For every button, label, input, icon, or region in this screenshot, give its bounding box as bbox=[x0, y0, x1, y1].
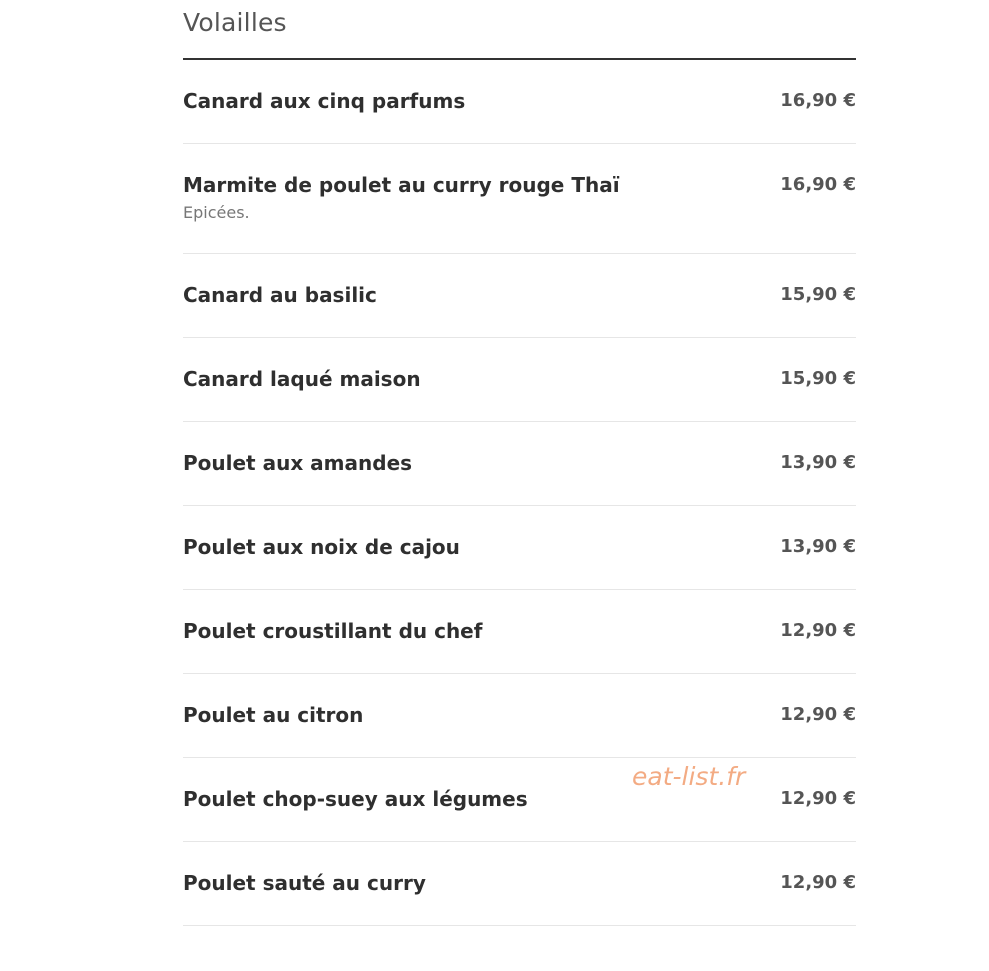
item-name: Canard au basilic bbox=[183, 283, 377, 307]
menu-item bbox=[183, 338, 856, 422]
item-price: 13,90 € bbox=[780, 536, 856, 557]
section-title: Volailles bbox=[183, 8, 287, 37]
item-name: Poulet aux amandes bbox=[183, 451, 413, 475]
item-price: 15,90 € bbox=[780, 284, 856, 305]
item-name: Poulet croustillant du chef bbox=[183, 619, 483, 643]
menu-list bbox=[183, 60, 856, 926]
item-description: Epicées. bbox=[183, 203, 250, 222]
menu-item bbox=[183, 144, 856, 254]
item-name: Poulet au citron bbox=[183, 703, 364, 727]
menu-section bbox=[183, 0, 856, 926]
menu-item bbox=[183, 422, 856, 506]
menu-item bbox=[183, 590, 856, 674]
item-price: 12,90 € bbox=[780, 620, 856, 641]
item-price: 16,90 € bbox=[780, 90, 856, 111]
item-name: Poulet aux noix de cajou bbox=[183, 535, 460, 559]
menu-item bbox=[183, 254, 856, 338]
item-name: Poulet sauté au curry bbox=[183, 871, 426, 895]
menu-item bbox=[183, 674, 856, 758]
item-price: 12,90 € bbox=[780, 872, 856, 893]
item-name: Marmite de poulet au curry rouge Thaï bbox=[183, 173, 620, 197]
menu-item bbox=[183, 758, 856, 842]
item-name: Canard aux cinq parfums bbox=[183, 89, 466, 113]
watermark-text: eat-list.fr bbox=[632, 762, 746, 791]
item-name: Poulet chop-suey aux légumes bbox=[183, 787, 528, 811]
item-price: 15,90 € bbox=[780, 368, 856, 389]
item-price: 16,90 € bbox=[780, 174, 856, 195]
menu-item bbox=[183, 842, 856, 926]
menu-item bbox=[183, 506, 856, 590]
item-price: 12,90 € bbox=[780, 788, 856, 809]
menu-item bbox=[183, 60, 856, 144]
item-price: 13,90 € bbox=[780, 452, 856, 473]
item-price: 12,90 € bbox=[780, 704, 856, 725]
item-name: Canard laqué maison bbox=[183, 367, 421, 391]
